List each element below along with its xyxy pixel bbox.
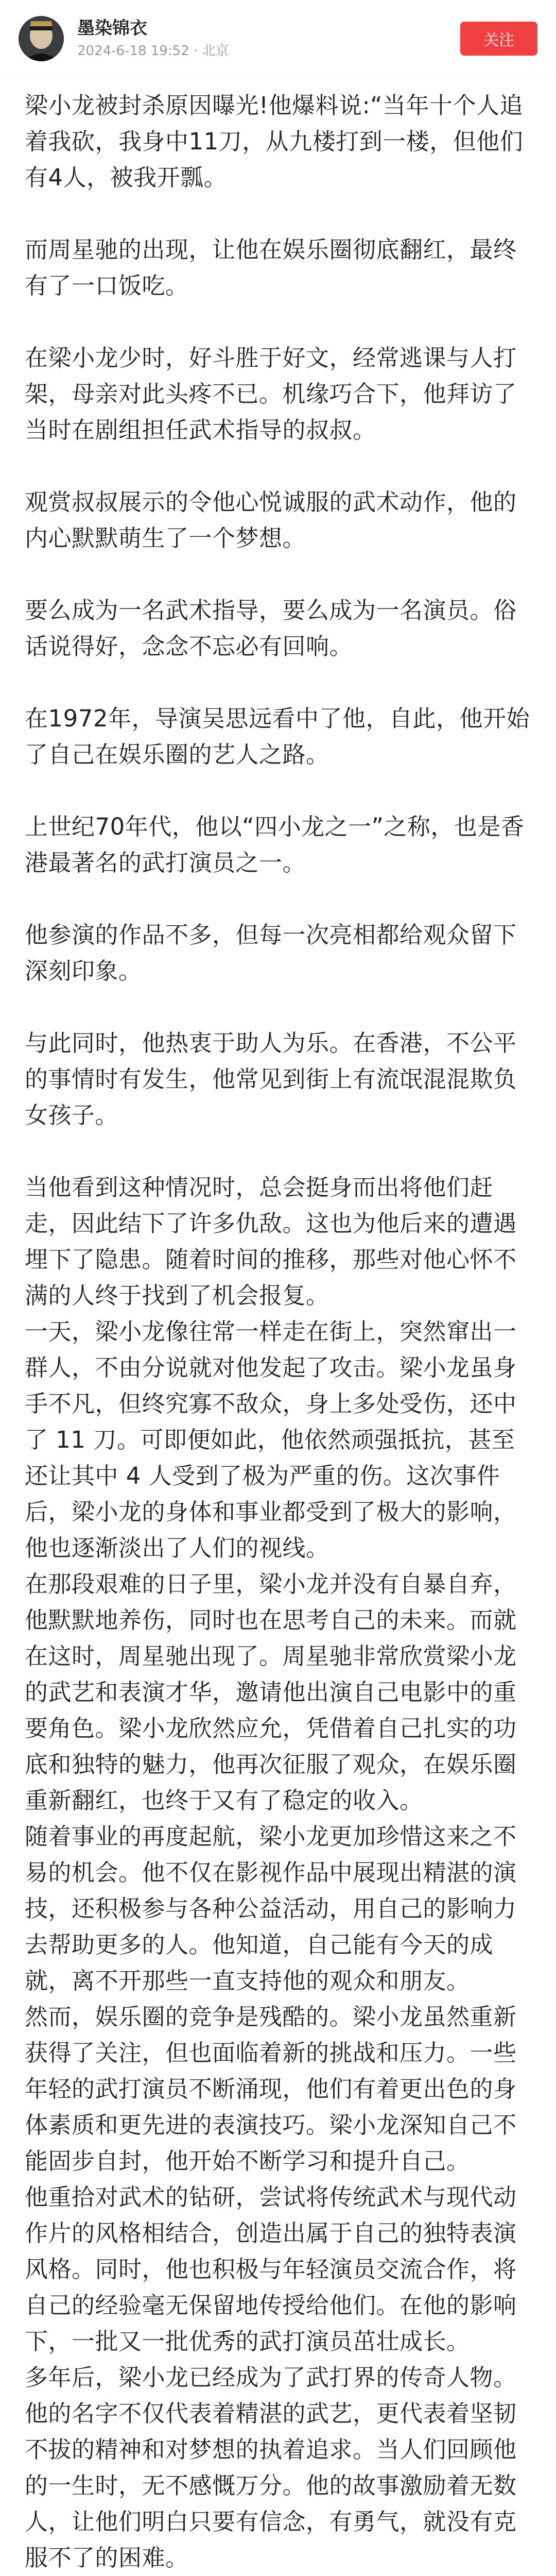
article-paragraph-9: 与此同时，他热衷于助人为乐。在香港，不公平的事情时有发生，他常见到街上有流氓混混欺负女孩子。 xyxy=(25,1029,517,1129)
article-body xyxy=(25,88,531,2576)
article-paragraph-2: 而周星驰的出现，让他在娱乐圈彻底翻红，最终有了一口饭吃。 xyxy=(25,236,517,299)
article-paragraph-7: 上世纪70年代，他以“四小龙之一”之称，也是香港最著名的武打演员之一。 xyxy=(25,813,525,876)
article-paragraph-8: 他参演的作品不多，但每一次亮相都给观众留下深刻印象。 xyxy=(25,921,517,985)
author-avatar[interactable] xyxy=(19,16,64,61)
avatar-icon xyxy=(19,16,64,61)
article-paragraph-1: 梁小龙被封杀原因曝光!他爆料说:“当年十个人追着我砍，我身中11刀，从九楼打到一楼，但他们有4人，被我开瓢。 xyxy=(25,92,524,191)
author-name[interactable]: 墨染锦衣 xyxy=(77,18,147,39)
article-paragraph-3: 在梁小龙少时，好斗胜于好文，经常逃课与人打架，母亲对此头疼不已。机缘巧合下，他拜访了当时在剧组担任武术指导的叔叔。 xyxy=(25,344,517,444)
post-meta: 2024-6-18 19:52 · 北京 xyxy=(77,43,229,59)
article-header xyxy=(0,0,556,77)
article-paragraph-4: 观赏叔叔展示的令他心悦诚服的武术动作，他的内心默默萌生了一个梦想。 xyxy=(25,488,517,552)
author-block xyxy=(77,17,460,60)
article-paragraph-6: 在1972年，导演吴思远看中了他，自此，他开始了自己在娱乐圈的艺人之路。 xyxy=(25,705,530,768)
article-paragraph-5: 要么成为一名武术指导，要么成为一名演员。俗话说得好，念念不忘必有回响。 xyxy=(25,597,517,660)
article-paragraph-10: 当他看到这种情况时，总会挺身而出将他们赶走，因此结下了许多仇敌。这也为他后来的遭遇埋下了隐患。随着时间的推移，那些对他心怀不满的人终于找到了机会报复。 一天，梁小龙像往常一样走在街上，突然窜出一群人，不由分说就对他发起了攻击。梁小龙虽身手不凡，但终究寡不敌众，身上多处受伤，还中了 11 刀。可即便如此，他依然顽强抵抗，甚至还让其中 4 人受到了极为严重的伤。这次事件后，梁小龙的身体和事业都受到了极大的影响，他也逐渐淡出了人们的视线。 在那段艰难的日子里，梁小龙并没有自暴自弃，他默默地养伤，同时也在思考自己的未来。而就在这时，周星驰出现了。周星驰非常欣赏梁小龙的武艺和表演才华，邀请他出演自己电影中的重要角色。梁小龙欣然应允，凭借着自己扎实的功底和独特的魅力，他再次征服了观众，在娱乐圈重新翻红，也终于又有了稳定的收入。 随着事业的再度起航，梁小龙更加珍惜这来之不易的机会。他不仅在影视作品中展现出精湛的演技，还积极参与各种公益活动，用自己的影响力去帮助更多的人。他知道，自己能有今天的成就，离不开那些一直支持他的观众和朋友。 然而，娱乐圈的竞争是残酷的。梁小龙虽然重新获得了关注，但也面临着新的挑战和压力。一些年轻的武打演员不断涌现，他们有着更出色的身体素质和更先进的表演技巧。梁小龙深知自己不能固步自封，他开始不断学习和提升自己。 他重拾对武术的钻研，尝试将传统武术与现代动作片的风格相结合，创造出属于自己的独特表演风格。同时，他也积极与年轻演员交流合作，将自己的经验毫无保留地传授给他们。在他的影响下，一批又一批优秀的武打演员茁壮成长。 多年后，梁小龙已经成为了武打界的传奇人物。他的名字不仅代表着精湛的武艺，更代表着坚韧不拔的精神和对梦想的执着追求。当人们回顾他的一生时，无不感慨万分。他的故事激励着无数人，让他们明白只要有信念，有勇气，就没有克服不了的困难。 xyxy=(25,1174,517,2571)
follow-button[interactable]: 关注 xyxy=(460,22,537,56)
